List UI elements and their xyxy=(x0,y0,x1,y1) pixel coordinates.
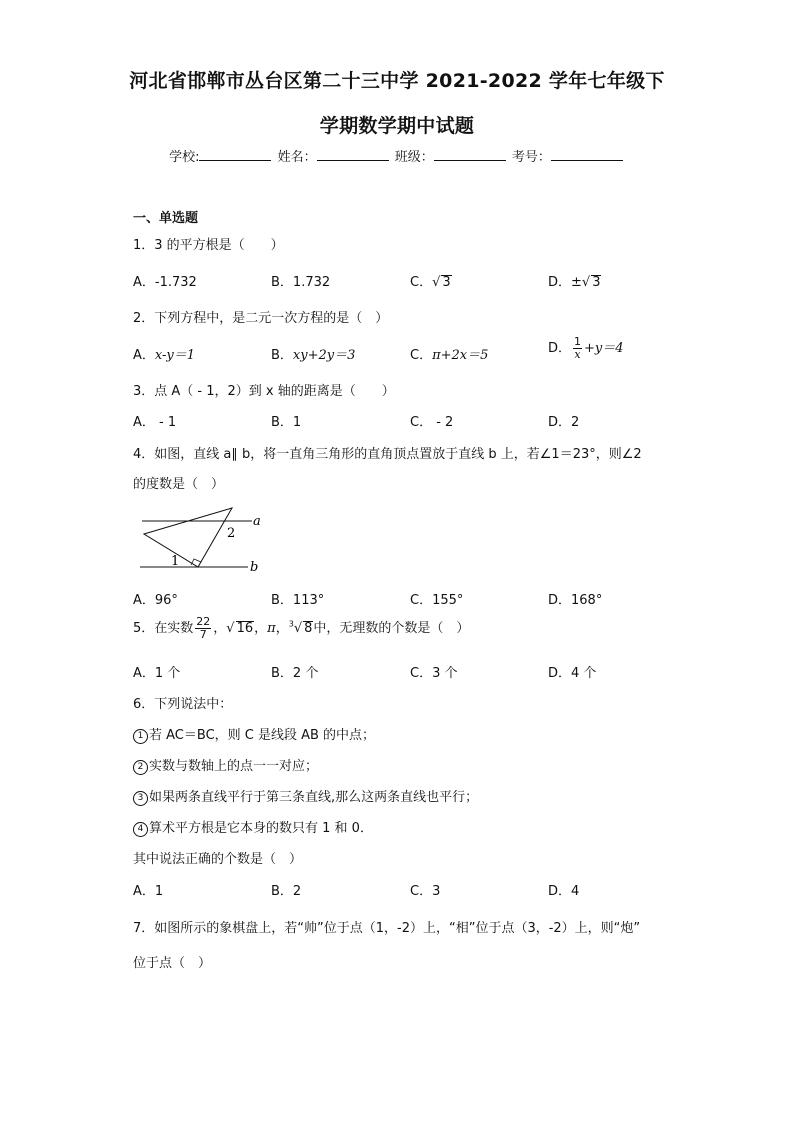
q4-option-d: D．168° xyxy=(548,593,603,608)
q5-pi: π xyxy=(267,621,276,636)
q6-statement-text: 实数与数轴上的点一一对应； xyxy=(149,759,319,774)
section-heading: 一、单选题 xyxy=(133,211,199,226)
q5-cbrt-index: 3 xyxy=(288,619,294,629)
q2-option-d xyxy=(548,336,624,361)
q6-statement-3 xyxy=(133,786,478,806)
q2-option-a-label: A． xyxy=(133,348,155,363)
exam-title-line1: 河北省邯郸市丛台区第二十三中学 2021-2022 学年七年级下 xyxy=(129,70,665,92)
q7-stem-line1: 7．如图所示的象棋盘上，若“帅”位于点（1，-2）上，“相”位于点（3，-2）上，则“炮” xyxy=(133,921,641,936)
q3-option-b: B．1 xyxy=(271,415,302,430)
q5-prefix: 5．在实数 xyxy=(133,621,194,636)
q3-option-c: C． - 2 xyxy=(410,415,454,430)
q2-option-a-expr: x-y＝1 xyxy=(154,348,196,363)
q2-option-b-expr: xy+2y＝3 xyxy=(292,348,356,363)
q7-stem-line2: 位于点（ ） xyxy=(133,956,212,971)
q2-option-c-expr: π+2x＝5 xyxy=(432,348,489,363)
circled-number: 2 xyxy=(133,760,148,775)
q2-option-b-label: B． xyxy=(271,348,293,363)
circled-number: 3 xyxy=(133,791,148,806)
q6-stem: 6．下列说法中： xyxy=(133,697,233,712)
q6-statement-text: 算术平方根是它本身的数只有 1 和 0． xyxy=(149,821,373,836)
q6-option-d: D．4 xyxy=(548,884,580,899)
fraction-numerator: 22 xyxy=(196,615,211,628)
circled-number: 4 xyxy=(133,822,148,837)
name-label: 姓名： xyxy=(277,150,317,165)
q4-option-b: B．113° xyxy=(271,593,325,608)
label-b: b xyxy=(250,560,259,575)
q1-option-c-label: C． xyxy=(410,275,433,290)
q4-stem-line2: 的度数是（ ） xyxy=(133,477,225,492)
q1-option-c-radicand: 3 xyxy=(442,275,451,290)
q6-statement-text: 如果两条直线平行于第三条直线,那么这两条直线也平行； xyxy=(149,790,479,805)
q2-option-a xyxy=(133,344,195,363)
q3-option-d: D．2 xyxy=(548,415,580,430)
q5-option-d: D．4 个 xyxy=(548,666,597,681)
exam-title-line2: 学期数学期中试题 xyxy=(319,115,475,137)
q5-suffix: 中，无理数的个数是（ ） xyxy=(313,621,470,636)
sqrt-sign: √ xyxy=(293,621,303,636)
fraction-denominator: 7 xyxy=(199,628,207,641)
student-info-row xyxy=(0,146,794,165)
q1-option-a: A．-1.732 xyxy=(133,275,197,290)
q1-stem: 1．3 的平方根是（ ） xyxy=(133,238,284,253)
q5-option-a: A．1 个 xyxy=(133,666,181,681)
q4-geometry-figure xyxy=(138,504,278,576)
q2-option-c xyxy=(410,344,488,363)
q1-option-d-radicand: 3 xyxy=(592,275,601,290)
angle-2-label: 2 xyxy=(227,526,236,541)
class-blank[interactable] xyxy=(434,148,506,161)
exam-number-label: 考号： xyxy=(511,150,551,165)
q4-stem-line1: 4．如图，直线 a∥ b，将一直角三角形的直角顶点置放于直线 b 上，若∠1＝23°，则∠2 xyxy=(133,447,642,462)
circled-number: 1 xyxy=(133,729,148,744)
fraction-denominator: x xyxy=(574,348,581,361)
q5-option-b: B．2 个 xyxy=(271,666,319,681)
school-label: 学校: xyxy=(169,150,200,165)
q3-stem: 3．点 A（ - 1，2）到 x 轴的距离是（ ） xyxy=(133,384,395,399)
q4-option-a: A．96° xyxy=(133,593,178,608)
q5-option-c: C．3 个 xyxy=(410,666,458,681)
q3-option-a: A． - 1 xyxy=(133,415,177,430)
sqrt-sign: √ xyxy=(432,275,441,290)
sqrt-sign: √ xyxy=(226,621,235,636)
label-a: a xyxy=(253,514,261,529)
q6-option-c: C．3 xyxy=(410,884,441,899)
q5-cbrt-radicand: 8 xyxy=(304,621,313,636)
angle-1-label: 1 xyxy=(171,554,180,569)
name-blank[interactable] xyxy=(317,148,389,161)
right-triangle xyxy=(144,508,232,567)
q5-sqrt-radicand: 16 xyxy=(236,621,254,636)
q1-option-b: B．1.732 xyxy=(271,275,331,290)
q6-statement-4 xyxy=(133,817,373,837)
school-blank[interactable] xyxy=(199,148,271,161)
q2-option-d-label: D． xyxy=(548,341,572,356)
q6-question: 其中说法正确的个数是（ ） xyxy=(133,852,303,867)
class-label: 班级： xyxy=(394,150,434,165)
q6-option-a: A．1 xyxy=(133,884,164,899)
q2-stem: 2．下列方程中，是二元一次方程的是（ ） xyxy=(133,311,389,326)
q6-statement-text: 若 AC＝BC，则 C 是线段 AB 的中点； xyxy=(149,728,376,743)
q5-fraction xyxy=(195,616,211,641)
q6-option-b: B．2 xyxy=(271,884,302,899)
fraction-numerator: 1 xyxy=(574,335,582,348)
q2-option-c-label: C． xyxy=(410,348,433,363)
q6-statement-2 xyxy=(133,755,318,775)
q2-option-d-fraction xyxy=(573,336,582,361)
q6-statement-1 xyxy=(133,724,375,744)
q4-option-c: C．155° xyxy=(410,593,464,608)
q2-option-b xyxy=(271,344,355,363)
q5-stem: 5．在实数 $\frac{22}{7}$ ，√ 16，π，$^3$√ 8中，无理数的个数是（ ） xyxy=(133,615,470,641)
q1-option-c xyxy=(410,271,452,290)
q2-option-d-rest: +y＝4 xyxy=(584,341,624,356)
sqrt-sign: √ xyxy=(581,275,591,290)
q1-option-d xyxy=(548,271,601,290)
q1-option-d-label: D．± xyxy=(548,275,582,290)
exam-number-blank[interactable] xyxy=(551,148,623,161)
